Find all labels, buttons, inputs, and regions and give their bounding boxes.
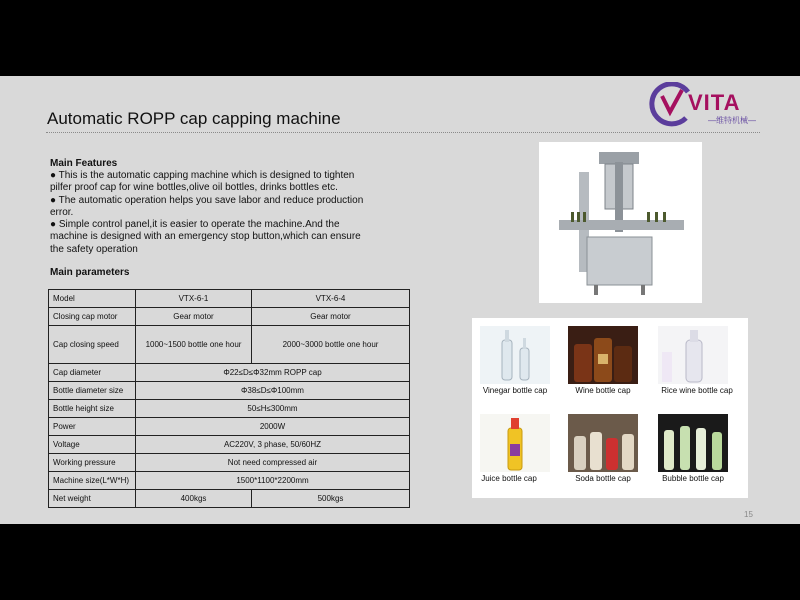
table-row bbox=[49, 326, 410, 364]
row-label: Bottle height size bbox=[49, 400, 136, 418]
title-divider bbox=[46, 132, 760, 133]
bottle-label-juice: Juice bottle cap bbox=[481, 474, 537, 483]
row-label: Working pressure bbox=[49, 454, 136, 472]
vinegar-bottle-image bbox=[480, 326, 550, 384]
table-row bbox=[49, 308, 410, 326]
table-cell: AC220V, 3 phase, 50/60HZ bbox=[136, 436, 410, 454]
row-label: Net weight bbox=[49, 490, 136, 508]
table-row bbox=[49, 400, 410, 418]
table-cell: 2000W bbox=[136, 418, 410, 436]
bottle-types-panel bbox=[472, 318, 748, 498]
table-cell: Gear motor bbox=[136, 308, 252, 326]
parameters-table bbox=[48, 289, 410, 508]
table-cell: Gear motor bbox=[252, 308, 410, 326]
table-cell: 1500*1100*2200mm bbox=[136, 472, 410, 490]
juice-bottle-image bbox=[480, 414, 550, 472]
wine-bottle-image bbox=[568, 326, 638, 384]
page-title: Automatic ROPP cap capping machine bbox=[47, 109, 341, 128]
row-label: Cap diameter bbox=[49, 364, 136, 382]
features-list bbox=[50, 170, 375, 256]
table-row bbox=[49, 436, 410, 454]
params-heading: Main parameters bbox=[50, 267, 130, 278]
feature-item: ● The automatic operation helps you save labor and reduce production error. bbox=[50, 194, 364, 218]
table-cell: 50≤H≤300mm bbox=[136, 400, 410, 418]
rice-wine-bottle-image bbox=[658, 326, 728, 384]
row-label: Closing cap motor bbox=[49, 308, 136, 326]
table-row bbox=[49, 490, 410, 508]
table-cell: 500kgs bbox=[252, 490, 410, 508]
table-row bbox=[49, 472, 410, 490]
table-row bbox=[49, 364, 410, 382]
table-cell: 1000~1500 bottle one hour bbox=[136, 326, 252, 364]
capping-machine-illustration bbox=[539, 142, 702, 303]
features-heading: Main Features bbox=[50, 158, 118, 169]
page-number: 15 bbox=[744, 510, 753, 519]
table-cell: Φ22≤D≤Φ32mm ROPP cap bbox=[136, 364, 410, 382]
logo-wordmark: VITA bbox=[688, 90, 741, 115]
table-row bbox=[49, 290, 410, 308]
feature-item: ● This is the automatic capping machine which is designed to tighten pilfer proof cap for wine bottles,olive oil bottles, drinks bottles etc. bbox=[50, 170, 355, 194]
feature-item: ● Simple control panel,it is easier to operate the machine.And the machine is designed with an emergency stop button,which can ensure the safety operation bbox=[50, 219, 361, 255]
table-cell: Φ38≤D≤Φ100mm bbox=[136, 382, 410, 400]
table-row bbox=[49, 454, 410, 472]
logo-subtitle: —维特机械— bbox=[708, 116, 756, 125]
table-cell: VTX-6-1 bbox=[136, 290, 252, 308]
table-row bbox=[49, 418, 410, 436]
row-label: Bottle diameter size bbox=[49, 382, 136, 400]
row-label: Cap closing speed bbox=[49, 326, 136, 364]
table-cell: 2000~3000 bottle one hour bbox=[252, 326, 410, 364]
machine-photo bbox=[539, 142, 702, 303]
slide bbox=[0, 76, 800, 524]
table-cell: VTX-6-4 bbox=[252, 290, 410, 308]
bubble-bottle-image bbox=[658, 414, 728, 472]
bottle-label-soda: Soda bottle cap bbox=[575, 474, 631, 483]
row-label: Power bbox=[49, 418, 136, 436]
table-row bbox=[49, 382, 410, 400]
bottle-label-wine: Wine bottle cap bbox=[575, 386, 631, 395]
bottle-label-bubble: Bubble bottle cap bbox=[662, 474, 724, 483]
bottle-label-vinegar: Vinegar bottle cap bbox=[482, 386, 548, 395]
soda-bottle-image bbox=[568, 414, 638, 472]
table-cell: 400kgs bbox=[136, 490, 252, 508]
brand-logo bbox=[648, 78, 768, 132]
row-label: Machine size(L*W*H) bbox=[49, 472, 136, 490]
row-label: Model bbox=[49, 290, 136, 308]
bottle-label-rice-wine: Rice wine bottle cap bbox=[661, 386, 733, 395]
table-cell: Not need compressed air bbox=[136, 454, 410, 472]
row-label: Voltage bbox=[49, 436, 136, 454]
